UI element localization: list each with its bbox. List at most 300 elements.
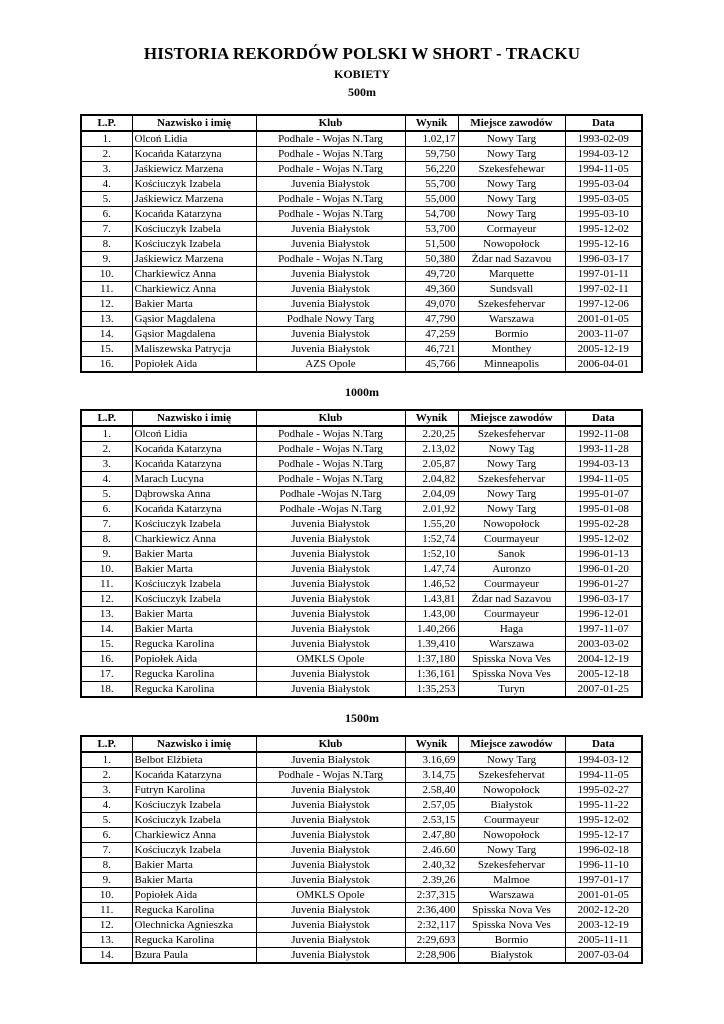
- cell-place: Sundsvall: [458, 282, 565, 297]
- cell-result: 2:36,400: [405, 903, 458, 918]
- cell-result: 51,500: [405, 237, 458, 252]
- cell-place: Courmayeur: [458, 577, 565, 592]
- cell-result: 1.55,20: [405, 517, 458, 532]
- column-header-result: Wynik: [405, 115, 458, 131]
- table-row: [81, 562, 642, 577]
- cell-club: Juvenia Białystok: [256, 948, 405, 964]
- cell-date: 2003-03-02: [565, 637, 642, 652]
- cell-place: Szekesfehewar: [458, 162, 565, 177]
- table-row: [81, 843, 642, 858]
- cell-result: 1:35,253: [405, 682, 458, 698]
- cell-date: 1994-03-13: [565, 457, 642, 472]
- cell-lp: 14.: [81, 327, 132, 342]
- table-row: [81, 682, 642, 698]
- cell-club: Juvenia Białystok: [256, 752, 405, 768]
- column-header-date: Data: [565, 115, 642, 131]
- cell-club: Juvenia Białystok: [256, 532, 405, 547]
- cell-result: 2.40,32: [405, 858, 458, 873]
- cell-date: 1995-12-02: [565, 532, 642, 547]
- cell-date: 2003-12-19: [565, 918, 642, 933]
- cell-lp: 15.: [81, 637, 132, 652]
- cell-result: 53,700: [405, 222, 458, 237]
- cell-name: Kościuczyk Izabela: [132, 177, 256, 192]
- cell-lp: 4.: [81, 798, 132, 813]
- cell-date: 1996-03-17: [565, 592, 642, 607]
- cell-result: 1:52,74: [405, 532, 458, 547]
- cell-lp: 6.: [81, 207, 132, 222]
- cell-name: Kościuczyk Izabela: [132, 798, 256, 813]
- cell-club: Juvenia Białystok: [256, 547, 405, 562]
- table-row: [81, 517, 642, 532]
- cell-result: 55,700: [405, 177, 458, 192]
- cell-name: Maliszewska Patrycja: [132, 342, 256, 357]
- cell-club: Juvenia Białystok: [256, 622, 405, 637]
- cell-name: Popiołek Aida: [132, 357, 256, 373]
- cell-name: Bakier Marta: [132, 297, 256, 312]
- cell-date: 1997-02-11: [565, 282, 642, 297]
- cell-place: Haga: [458, 622, 565, 637]
- cell-club: OMKLS Opole: [256, 888, 405, 903]
- cell-lp: 13.: [81, 607, 132, 622]
- cell-result: 47,259: [405, 327, 458, 342]
- cell-date: 2007-03-04: [565, 948, 642, 964]
- cell-name: Olcoń Lidia: [132, 426, 256, 442]
- table-row: [81, 327, 642, 342]
- cell-place: Courmayeur: [458, 532, 565, 547]
- column-header-name: Nazwisko i imię: [132, 115, 256, 131]
- cell-date: 1994-11-05: [565, 162, 642, 177]
- cell-date: 2001-01-05: [565, 312, 642, 327]
- table-row: [81, 667, 642, 682]
- table-row: [81, 297, 642, 312]
- cell-date: 1994-03-12: [565, 752, 642, 768]
- cell-name: Kościuczyk Izabela: [132, 577, 256, 592]
- cell-club: Juvenia Białystok: [256, 327, 405, 342]
- cell-name: Olechnicka Agnieszka: [132, 918, 256, 933]
- cell-lp: 3.: [81, 457, 132, 472]
- cell-result: 1.46,52: [405, 577, 458, 592]
- cell-name: Jaśkiewicz Marzena: [132, 192, 256, 207]
- cell-lp: 14.: [81, 622, 132, 637]
- table-row: [81, 813, 642, 828]
- cell-result: 2.53,15: [405, 813, 458, 828]
- cell-name: Kocańda Katarzyna: [132, 442, 256, 457]
- cell-date: 1997-12-06: [565, 297, 642, 312]
- cell-club: Juvenia Białystok: [256, 562, 405, 577]
- cell-date: 2001-01-05: [565, 888, 642, 903]
- cell-club: OMKLS Opole: [256, 652, 405, 667]
- cell-club: Podhale Nowy Targ: [256, 312, 405, 327]
- cell-date: 1995-02-28: [565, 517, 642, 532]
- cell-result: 2.47,80: [405, 828, 458, 843]
- cell-club: Podhale - Wojas N.Targ: [256, 442, 405, 457]
- records-table-500m: [80, 114, 643, 373]
- cell-lp: 9.: [81, 547, 132, 562]
- cell-place: Nowy Targ: [458, 502, 565, 517]
- cell-club: Juvenia Białystok: [256, 798, 405, 813]
- cell-name: Kocańda Katarzyna: [132, 147, 256, 162]
- column-header-club: Klub: [256, 410, 405, 426]
- cell-result: 1.40,266: [405, 622, 458, 637]
- cell-lp: 7.: [81, 222, 132, 237]
- cell-lp: 14.: [81, 948, 132, 964]
- cell-date: 1996-03-17: [565, 252, 642, 267]
- cell-place: Nowy Targ: [458, 843, 565, 858]
- cell-place: Żdar nad Sazavou: [458, 252, 565, 267]
- cell-lp: 11.: [81, 577, 132, 592]
- cell-club: Podhale - Wojas N.Targ: [256, 472, 405, 487]
- table-row: [81, 858, 642, 873]
- cell-lp: 4.: [81, 177, 132, 192]
- column-header-result: Wynik: [405, 736, 458, 752]
- cell-lp: 4.: [81, 472, 132, 487]
- cell-result: 1.39,410: [405, 637, 458, 652]
- table-row: [81, 457, 642, 472]
- cell-place: Warszawa: [458, 637, 565, 652]
- cell-club: Juvenia Białystok: [256, 607, 405, 622]
- cell-club: Juvenia Białystok: [256, 237, 405, 252]
- cell-lp: 8.: [81, 532, 132, 547]
- cell-lp: 5.: [81, 192, 132, 207]
- cell-lp: 3.: [81, 783, 132, 798]
- cell-lp: 2.: [81, 147, 132, 162]
- cell-place: Marquette: [458, 267, 565, 282]
- cell-lp: 6.: [81, 828, 132, 843]
- cell-result: 3.16,69: [405, 752, 458, 768]
- cell-lp: 13.: [81, 312, 132, 327]
- cell-result: 2.04,09: [405, 487, 458, 502]
- table-row: [81, 162, 642, 177]
- cell-name: Jaśkiewicz Marzena: [132, 162, 256, 177]
- cell-date: 1995-01-07: [565, 487, 642, 502]
- cell-place: Nowy Targ: [458, 487, 565, 502]
- cell-date: 1995-03-05: [565, 192, 642, 207]
- cell-place: Białystok: [458, 948, 565, 964]
- cell-club: Juvenia Białystok: [256, 682, 405, 698]
- table-row: [81, 147, 642, 162]
- cell-club: Podhale - Wojas N.Targ: [256, 192, 405, 207]
- cell-date: 2005-12-19: [565, 342, 642, 357]
- records-table-1000m: [80, 409, 643, 698]
- cell-name: Kościuczyk Izabela: [132, 517, 256, 532]
- column-header-club: Klub: [256, 736, 405, 752]
- cell-name: Charkiewicz Anna: [132, 282, 256, 297]
- cell-result: 45,766: [405, 357, 458, 373]
- cell-date: 1995-03-04: [565, 177, 642, 192]
- cell-club: Juvenia Białystok: [256, 592, 405, 607]
- column-header-result: Wynik: [405, 410, 458, 426]
- cell-name: Charkiewicz Anna: [132, 532, 256, 547]
- cell-date: 1994-11-05: [565, 768, 642, 783]
- cell-date: 2007-01-25: [565, 682, 642, 698]
- table-row: [81, 933, 642, 948]
- table-row: [81, 312, 642, 327]
- cell-club: Juvenia Białystok: [256, 342, 405, 357]
- cell-date: 2006-04-01: [565, 357, 642, 373]
- cell-place: Nowy Targ: [458, 147, 565, 162]
- cell-result: 49,720: [405, 267, 458, 282]
- cell-place: Nowy Targ: [458, 752, 565, 768]
- cell-club: Juvenia Białystok: [256, 282, 405, 297]
- cell-result: 46,721: [405, 342, 458, 357]
- cell-club: Podhale - Wojas N.Targ: [256, 457, 405, 472]
- cell-result: 2.01,92: [405, 502, 458, 517]
- cell-club: Podhale - Wojas N.Targ: [256, 162, 405, 177]
- cell-place: Nowy Targ: [458, 131, 565, 147]
- cell-lp: 11.: [81, 282, 132, 297]
- table-row: [81, 948, 642, 964]
- cell-result: 1:52,10: [405, 547, 458, 562]
- cell-club: Juvenia Białystok: [256, 828, 405, 843]
- cell-club: Juvenia Białystok: [256, 517, 405, 532]
- cell-lp: 7.: [81, 843, 132, 858]
- cell-date: 1995-12-02: [565, 813, 642, 828]
- cell-date: 2004-12-19: [565, 652, 642, 667]
- cell-place: Bormio: [458, 327, 565, 342]
- cell-lp: 16.: [81, 357, 132, 373]
- cell-result: 50,380: [405, 252, 458, 267]
- cell-club: Podhale - Wojas N.Targ: [256, 131, 405, 147]
- cell-date: 1994-11-05: [565, 472, 642, 487]
- column-header-lp: L.P.: [81, 410, 132, 426]
- cell-place: Cormayeur: [458, 222, 565, 237]
- column-header-name: Nazwisko i imię: [132, 736, 256, 752]
- cell-result: 47,790: [405, 312, 458, 327]
- column-header-date: Data: [565, 736, 642, 752]
- table-row: [81, 903, 642, 918]
- cell-date: 1995-12-17: [565, 828, 642, 843]
- cell-place: Nowy Targ: [458, 457, 565, 472]
- cell-club: Podhale -Wojas N.Targ: [256, 502, 405, 517]
- cell-lp: 12.: [81, 297, 132, 312]
- cell-lp: 18.: [81, 682, 132, 698]
- cell-place: Minneapolis: [458, 357, 565, 373]
- table-row: [81, 222, 642, 237]
- cell-name: Kościuczyk Izabela: [132, 237, 256, 252]
- cell-name: Popiołek Aida: [132, 652, 256, 667]
- table-row: [81, 487, 642, 502]
- cell-result: 2:37,315: [405, 888, 458, 903]
- cell-result: 2.57,05: [405, 798, 458, 813]
- document-subtitle: KOBIETY: [333, 67, 390, 81]
- cell-result: 56,220: [405, 162, 458, 177]
- table-row: [81, 237, 642, 252]
- cell-place: Warszawa: [458, 888, 565, 903]
- cell-lp: 1.: [81, 426, 132, 442]
- cell-name: Kocańda Katarzyna: [132, 768, 256, 783]
- cell-lp: 17.: [81, 667, 132, 682]
- cell-name: Regucka Karolina: [132, 933, 256, 948]
- table-row: [81, 342, 642, 357]
- table-row: [81, 207, 642, 222]
- cell-lp: 12.: [81, 592, 132, 607]
- cell-place: Nowy Targ: [458, 177, 565, 192]
- cell-lp: 5.: [81, 487, 132, 502]
- table-row: [81, 918, 642, 933]
- cell-date: 1996-01-27: [565, 577, 642, 592]
- column-header-lp: L.P.: [81, 115, 132, 131]
- cell-club: Juvenia Białystok: [256, 222, 405, 237]
- cell-result: 49,360: [405, 282, 458, 297]
- cell-result: 2.39,26: [405, 873, 458, 888]
- cell-club: Podhale - Wojas N.Targ: [256, 147, 405, 162]
- cell-name: Popiołek Aida: [132, 888, 256, 903]
- table-row: [81, 592, 642, 607]
- cell-name: Kocańda Katarzyna: [132, 502, 256, 517]
- cell-lp: 9.: [81, 873, 132, 888]
- cell-name: Marach Lucyna: [132, 472, 256, 487]
- cell-name: Kocańda Katarzyna: [132, 207, 256, 222]
- cell-place: Sanok: [458, 547, 565, 562]
- table-row: [81, 267, 642, 282]
- cell-name: Regucka Karolina: [132, 637, 256, 652]
- cell-club: Podhale - Wojas N.Targ: [256, 426, 405, 442]
- cell-lp: 1.: [81, 752, 132, 768]
- cell-lp: 2.: [81, 442, 132, 457]
- cell-club: Juvenia Białystok: [256, 177, 405, 192]
- cell-date: 1992-11-08: [565, 426, 642, 442]
- cell-name: Regucka Karolina: [132, 903, 256, 918]
- cell-date: 1995-12-02: [565, 222, 642, 237]
- cell-name: Jaśkiewicz Marzena: [132, 252, 256, 267]
- cell-place: Auronzo: [458, 562, 565, 577]
- table-row: [81, 547, 642, 562]
- table-row: [81, 888, 642, 903]
- cell-lp: 9.: [81, 252, 132, 267]
- cell-result: 2.05,87: [405, 457, 458, 472]
- table-row: [81, 577, 642, 592]
- cell-date: 1994-03-12: [565, 147, 642, 162]
- cell-date: 1996-02-18: [565, 843, 642, 858]
- table-row: [81, 192, 642, 207]
- cell-result: 3.14,75: [405, 768, 458, 783]
- section-title-500m: 500m: [348, 85, 376, 99]
- cell-club: Juvenia Białystok: [256, 637, 405, 652]
- table-row: [81, 472, 642, 487]
- cell-result: 2:28,906: [405, 948, 458, 964]
- table-row: [81, 622, 642, 637]
- column-header-place: Miejsce zawodów: [458, 410, 565, 426]
- cell-name: Kościuczyk Izabela: [132, 813, 256, 828]
- cell-name: Kościuczyk Izabela: [132, 592, 256, 607]
- cell-club: Podhale -Wojas N.Targ: [256, 487, 405, 502]
- column-header-club: Klub: [256, 115, 405, 131]
- cell-date: 1995-03-10: [565, 207, 642, 222]
- cell-lp: 13.: [81, 933, 132, 948]
- cell-lp: 11.: [81, 903, 132, 918]
- cell-place: Bormio: [458, 933, 565, 948]
- cell-lp: 10.: [81, 267, 132, 282]
- cell-name: Gąsior Magdalena: [132, 327, 256, 342]
- cell-result: 2:32,117: [405, 918, 458, 933]
- cell-lp: 3.: [81, 162, 132, 177]
- table-row: [81, 768, 642, 783]
- cell-lp: 12.: [81, 918, 132, 933]
- cell-place: Szekesfehervar: [458, 297, 565, 312]
- cell-lp: 2.: [81, 768, 132, 783]
- cell-result: 1.47,74: [405, 562, 458, 577]
- section-title-1500m: 1500m: [345, 711, 379, 725]
- cell-name: Bakier Marta: [132, 873, 256, 888]
- cell-club: Juvenia Białystok: [256, 843, 405, 858]
- cell-result: 2.13,02: [405, 442, 458, 457]
- cell-club: Juvenia Białystok: [256, 903, 405, 918]
- cell-place: Spisska Nova Ves: [458, 903, 565, 918]
- table-row: [81, 282, 642, 297]
- table-row: [81, 426, 642, 442]
- cell-result: 1:36,161: [405, 667, 458, 682]
- document-title: HISTORIA REKORDÓW POLSKI W SHORT - TRACKU: [143, 44, 581, 63]
- cell-place: Nowy Tag: [458, 442, 565, 457]
- cell-place: Żdar nad Sazavou: [458, 592, 565, 607]
- cell-club: Juvenia Białystok: [256, 783, 405, 798]
- cell-place: Courmayeur: [458, 813, 565, 828]
- cell-name: Regucka Karolina: [132, 667, 256, 682]
- cell-date: 1996-01-20: [565, 562, 642, 577]
- table-header-row: [81, 410, 642, 426]
- cell-date: 1995-11-22: [565, 798, 642, 813]
- table-row: [81, 798, 642, 813]
- column-header-date: Data: [565, 410, 642, 426]
- cell-name: Gąsior Magdalena: [132, 312, 256, 327]
- cell-result: 1:37,180: [405, 652, 458, 667]
- cell-date: 1996-11-10: [565, 858, 642, 873]
- cell-name: Kościuczyk Izabela: [132, 843, 256, 858]
- cell-date: 1997-01-11: [565, 267, 642, 282]
- cell-lp: 16.: [81, 652, 132, 667]
- cell-date: 1996-01-13: [565, 547, 642, 562]
- table-row: [81, 828, 642, 843]
- cell-club: Juvenia Białystok: [256, 667, 405, 682]
- cell-date: 1995-02-27: [565, 783, 642, 798]
- records-table-1500m: [80, 735, 643, 964]
- cell-place: Spisska Nova Ves: [458, 918, 565, 933]
- cell-place: Warszawa: [458, 312, 565, 327]
- cell-place: Szekesfehervar: [458, 426, 565, 442]
- cell-place: Courmayeur: [458, 607, 565, 622]
- cell-place: Białystok: [458, 798, 565, 813]
- cell-date: 1993-11-28: [565, 442, 642, 457]
- table-row: [81, 502, 642, 517]
- cell-place: Szekesfehervar: [458, 472, 565, 487]
- cell-lp: 10.: [81, 562, 132, 577]
- table-row: [81, 637, 642, 652]
- cell-name: Kocańda Katarzyna: [132, 457, 256, 472]
- cell-result: 2:29,693: [405, 933, 458, 948]
- cell-name: Regucka Karolina: [132, 682, 256, 698]
- cell-place: Nowopołock: [458, 783, 565, 798]
- cell-name: Bakier Marta: [132, 622, 256, 637]
- cell-club: Juvenia Białystok: [256, 267, 405, 282]
- cell-name: Bakier Marta: [132, 562, 256, 577]
- table-row: [81, 177, 642, 192]
- cell-place: Nowopołock: [458, 828, 565, 843]
- cell-date: 2005-11-11: [565, 933, 642, 948]
- table-row: [81, 252, 642, 267]
- cell-name: Bakier Marta: [132, 607, 256, 622]
- cell-lp: 1.: [81, 131, 132, 147]
- cell-place: Monthey: [458, 342, 565, 357]
- cell-place: Spisska Nova Ves: [458, 652, 565, 667]
- column-header-place: Miejsce zawodów: [458, 115, 565, 131]
- table-row: [81, 442, 642, 457]
- column-header-lp: L.P.: [81, 736, 132, 752]
- cell-name: Bzura Paula: [132, 948, 256, 964]
- cell-lp: 7.: [81, 517, 132, 532]
- cell-name: Bakier Marta: [132, 547, 256, 562]
- cell-club: Juvenia Białystok: [256, 813, 405, 828]
- table-row: [81, 532, 642, 547]
